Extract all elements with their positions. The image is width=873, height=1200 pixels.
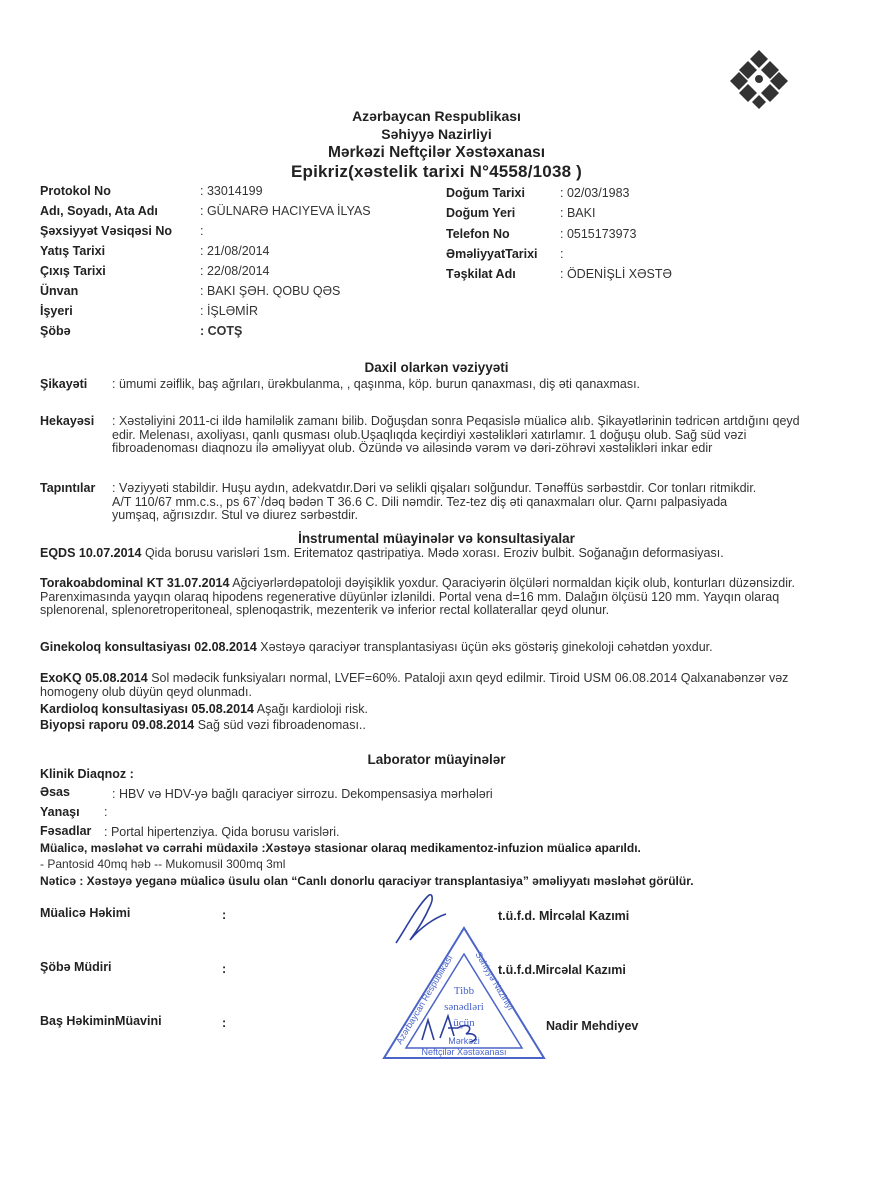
stamp-bottom-2: Neftçilər Xəstəxanası [421,1047,507,1057]
signature-colon: : [222,1016,227,1030]
instrumental-item-head: Biyopsi raporu 09.08.2014 [40,718,195,732]
instrumental-item-text: Sağ süd vəzi fibroadenoması.. [194,718,366,732]
stamp-inner-3: üçün [453,1017,475,1029]
stamp-inner-2: sənədləri [444,1001,484,1013]
instrumental-item-text: Qida borusu varisləri 1sm. Eritematoz qastripatiya. Mədə xorası. Eroziv bulbit. Soğanağın deformasiyası. [141,546,724,560]
instrumental-item [40,641,810,655]
field-label-department: Şöbə [40,324,71,338]
field-label-address: Ünvan [40,284,79,298]
stamp-outer-left: Azərbaycan Respublikası [394,953,455,1046]
epicrisis-title: Epikriz(xəstelik tarixi N°4558/1038 ) [290,162,583,181]
instrumental-item-head: Ginekoloq konsultasiyası 02.08.2014 [40,640,257,654]
field-label-birth-date: Doğum Tarixi [446,186,525,200]
field-label-protocol: Protokol No [40,184,111,198]
history-label: Hekayəsi [40,414,95,428]
field-value-name: : GÜLNARƏ HACIYEVA İLYAS [200,204,371,218]
instrumental-item-head: Kardioloq konsultasiyası 05.08.2014 [40,702,254,716]
instrumental-item [40,672,810,699]
field-value-birth-place: : BAKI [560,206,596,220]
republic-title: Azərbaycan Respublikası [352,108,521,124]
stamp-outer-right: Səhiyyə Nazirliyi [473,949,516,1012]
concomitant-text: : [104,805,108,819]
result-line: Nəticə : Xəstəyə yeganə müalicə üsulu olan “Canlı donorlu qaraciyər transplantasiya” əməliyyatı məsləhət görülür. [40,874,694,888]
stamp-bottom-1: Mərkəzi [448,1036,480,1046]
field-label-phone: Telefon No [446,227,510,241]
signature-name-deputy-chief: Nadir Mehdiyev [546,1019,639,1033]
field-value-department: : COTŞ [200,324,243,338]
instrumental-item-head: EQDS 10.07.2014 [40,546,142,560]
field-value-birth-date: : 02/03/1983 [560,186,630,200]
signature-colon: : [222,962,227,976]
instrumental-item [40,547,810,561]
hospital-title: Mərkəzi Neftçilər Xəstəxanası [327,144,546,161]
instrumental-item-head: ExoKQ 05.08.2014 [40,671,148,685]
complaints-text: : ümumi zəiflik, baş ağrıları, ürəkbulanma, , qaşınma, köp. burun qanaxması, diş əti qanaxması. [112,377,641,391]
instrumental-item-head: Torakoabdominal KT 31.07.2014 [40,576,230,590]
complaints-label: Şikayəti [40,377,88,391]
instrumental-item-text: Xəstəyə qaraciyər transplantasiyası üçün əks göstəriş ginekoloji cəhətdən yoxdur. [256,640,713,654]
history-text: : Xəstəliyini 2011-ci ildə hamiləlik zamanı bilib. Doğuşdan sonra Peqasislə müalicə alıb. Şikayətlərinin tədricən artdığını qeyd edir. Melenası, axoliyası, qanlı qusması olub.Uşaqlıqda keçirdiyi xəstəlikləri xatırlamır. 1 doğuşu olub. Sağ süd vəzi fibroadenoması diaqnozu ilə əməliyyat olub. Özündə və ailəsində vərəm və dəri-zöhrəvi xəstəlikləri inkar edir [112,414,800,455]
handwritten-signature-bottom [418,1010,488,1046]
complications-label: Fəsadlar [40,824,92,838]
findings-text: : Vəziyyəti stabildir. Huşu aydın, adekvatdır.Dəri və selikli qişaları solğundur. Tənəffüs sərbəstdir. Cor tonları ritmikdir. A/T 110/67 mm.c.s., ps 67`/dəq bədən T 36.6 C. Dili nəmdir. Tez-tez diş əti qanaxmaları olur. Qarnı palpasiyada yumşaq, ağrısızdır. Stul və diurez sərbəstdir. [112,481,757,522]
field-value-organization: : ÖDENİŞLİ XƏSTƏ [560,267,672,281]
hospital-logo-icon [728,48,790,110]
instrumental-item-text: Sol mədəcik funksiyaları normal, LVEF=60%. Pataloji axın qeyd edilmir. Tiroid USM 06.08.2014 Qalxanabənzər vəz homogeny olub düyün qeyd olunmadı. [40,671,789,699]
clinical-diagnosis-label: Klinik Diaqnoz : [40,767,134,781]
field-label-workplace: İşyeri [40,304,73,318]
field-label-admission-date: Yatış Tarixi [40,244,106,258]
signature-role-treating-doctor: Müalicə Həkimi [40,906,131,920]
field-value-operation-date: : [560,247,564,261]
instrumental-title: İnstrumental müayinələr və konsultasiyalar [298,531,575,546]
signature-name-treating-doctor: t.ü.f.d. Mİrcəlal Kazımi [498,909,630,923]
main-diagnosis-text: : HBV və HDV-yə bağlı qaraciyər sirrozu. Dekompensasiya mərhələri [112,787,493,801]
instrumental-item-text: Aşağı kardioloji risk. [254,702,368,716]
field-value-protocol: : 33014199 [200,184,263,198]
field-value-workplace: : İŞLƏMİR [200,304,259,318]
instrumental-item [40,719,810,733]
field-label-discharge-date: Çıxış Tarixi [40,264,106,278]
field-label-id-card: Şəxsiyyət Vəsiqəsi No [40,224,173,238]
findings-label: Tapıntılar [40,481,96,495]
signature-role-deputy-chief: Baş HəkiminMüavini [40,1014,162,1028]
field-label-name: Adı, Soyadı, Ata Adı [40,204,158,218]
field-label-operation-date: ƏməliyyatTarixi [446,247,538,261]
instrumental-item-text: Ağciyərlərdəpatoloji dəyişiklik yoxdur. Qaraciyərin ölçüləri normaldan kiçik olub, konturları düzənsizdir. Parenximasında yayqın olaraq hipodens regenerative düyünlər izlənildi. Portal vena d=16 mm. Dalağın ölçüsü 120 mm. Yayqın olaraq splenorenal, splenoretroperitoneal, splenoqastrik, mezenterik və inferior rectal kollaterallar qeyd olunur. [40,576,795,617]
main-diagnosis-label: Əsas [40,785,70,799]
instrumental-item [40,577,810,618]
field-value-admission-date: : 21/08/2014 [200,244,270,258]
signature-name-department-head: t.ü.f.d.Mircəlal Kazımi [498,963,626,977]
field-label-birth-place: Doğum Yeri [446,206,516,220]
field-value-address: : BAKI ŞƏH. QOBU QƏS [200,284,341,298]
handwritten-signature-top [386,888,456,948]
treatment-line: Müalicə, məsləhət və cərrahi müdaxilə :Xəstəyə stasionar olaraq medikamentoz-infuzion müalicə aparıldı. [40,841,641,855]
drugs-line: - Pantosid 40mq həb -- Mukomusil 300mq 3ml [40,857,286,871]
field-value-id-card: : [200,224,204,238]
instrumental-item [40,703,810,717]
field-value-phone: : 0515173973 [560,227,637,241]
stamp-inner-1: Tibb [453,985,475,997]
signature-colon: : [222,908,227,922]
field-value-discharge-date: : 22/08/2014 [200,264,270,278]
laboratory-title: Laborator müayinələr [367,752,506,767]
complications-text: : Portal hipertenziya. Qida borusu varisləri. [104,825,340,839]
concomitant-label: Yanaşı [40,805,80,819]
admission-title: Daxil olarkən vəziyyəti [364,360,509,375]
ministry-title: Səhiyyə Nazirliyi [381,126,492,142]
signature-role-department-head: Şöbə Müdiri [40,960,112,974]
field-label-organization: Təşkilat Adı [446,267,516,281]
